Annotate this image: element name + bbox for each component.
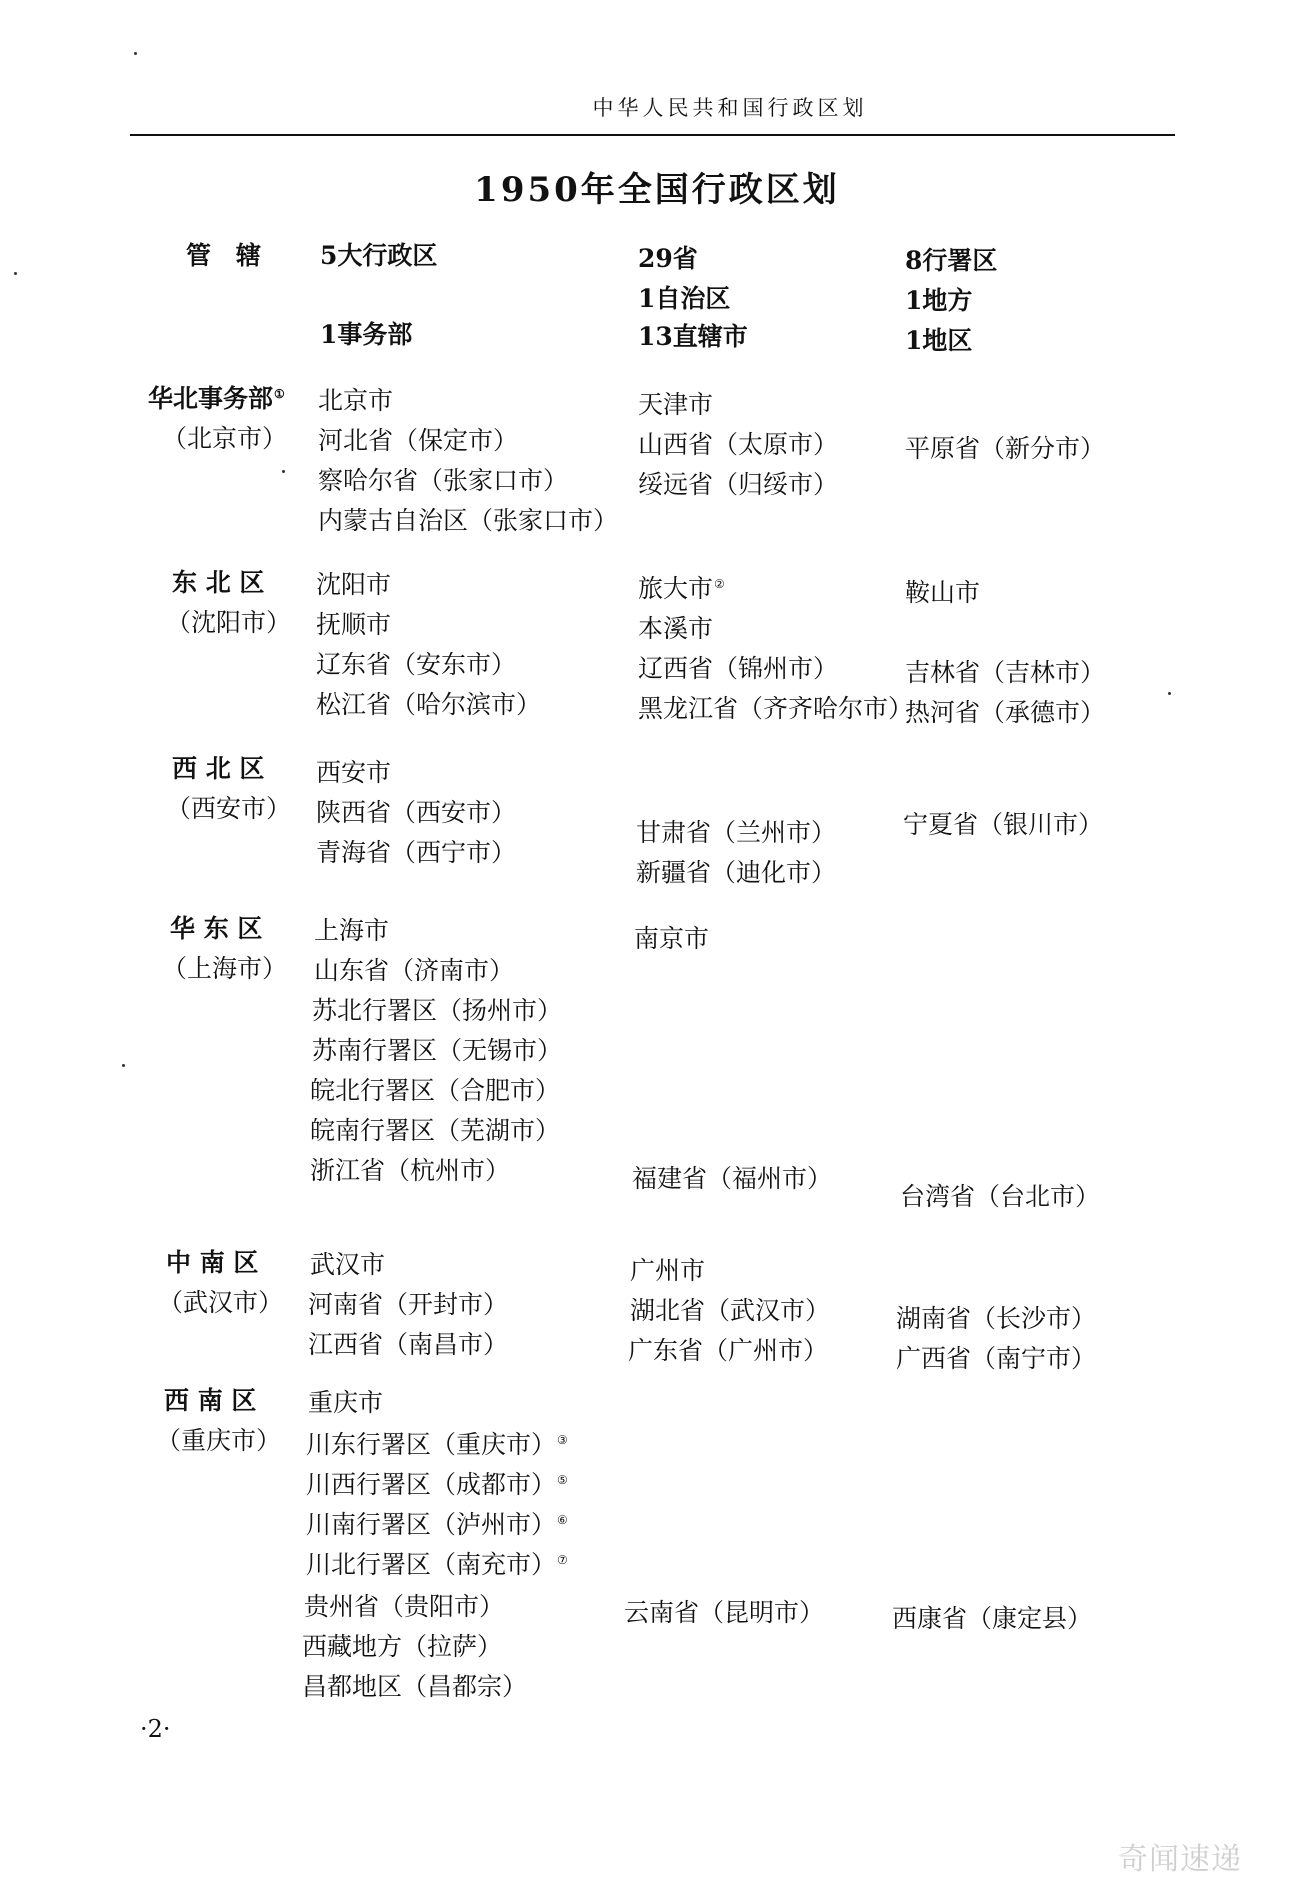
summary-item: 1地区 — [905, 326, 973, 355]
division-entry: 川东行署区（重庆市）③ — [306, 1430, 568, 1459]
division-entry: 河南省（开封市） — [308, 1290, 509, 1319]
region-seat: （沈阳市） — [166, 608, 292, 637]
division-entry: 热河省（承德市） — [905, 698, 1106, 727]
region-seat: （上海市） — [162, 954, 288, 983]
division-entry: 西藏地方（拉萨） — [302, 1632, 503, 1661]
division-entry: 皖南行署区（芜湖市） — [310, 1116, 561, 1145]
division-entry: 江西省（南昌市） — [308, 1330, 509, 1359]
division-entry: 黑龙江省（齐齐哈尔市） — [638, 694, 914, 723]
division-entry: 云南省（昆明市） — [624, 1598, 825, 1627]
summary-item: 5大行政区 — [320, 241, 438, 270]
division-entry: 台湾省（台北市） — [900, 1182, 1101, 1211]
division-entry: 陕西省（西安市） — [316, 798, 517, 827]
region-name: 中 南 区 — [166, 1248, 259, 1277]
scan-speck — [14, 272, 17, 275]
region-seat: （重庆市） — [156, 1426, 282, 1455]
division-entry: 沈阳市 — [316, 570, 392, 599]
division-entry: 皖北行署区（合肥市） — [310, 1076, 561, 1105]
division-entry: 贵州省（贵阳市） — [304, 1592, 505, 1621]
division-entry: 苏南行署区（无锡市） — [312, 1036, 563, 1065]
running-header: 中华人民共和国行政区划 — [592, 96, 868, 120]
region-seat: （西安市） — [166, 794, 292, 823]
division-entry: 辽东省（安东市） — [316, 650, 517, 679]
division-entry: 松江省（哈尔滨市） — [316, 690, 542, 719]
summary-item: 13直辖市 — [638, 322, 748, 351]
division-entry: 新疆省（迪化市） — [636, 858, 837, 887]
division-entry: 北京市 — [318, 386, 394, 415]
division-entry: 河北省（保定市） — [318, 426, 519, 455]
summary-item: 1自治区 — [638, 284, 731, 313]
scan-speck — [122, 1064, 125, 1067]
summary-item: 1事务部 — [320, 320, 413, 349]
division-entry: 吉林省（吉林市） — [905, 658, 1106, 687]
division-entry: 苏北行署区（扬州市） — [312, 996, 563, 1025]
division-entry: 绥远省（归绥市） — [638, 470, 839, 499]
region-name: 西 南 区 — [164, 1386, 257, 1415]
division-entry: 广西省（南宁市） — [896, 1344, 1097, 1373]
division-entry: 青海省（西宁市） — [316, 838, 517, 867]
region-name: 华 东 区 — [170, 914, 263, 943]
division-entry: 山西省（太原市） — [638, 430, 839, 459]
division-entry: 武汉市 — [310, 1250, 386, 1279]
division-entry: 川南行署区（泸州市）⑥ — [306, 1510, 568, 1539]
division-entry: 湖南省（长沙市） — [896, 1304, 1097, 1333]
division-entry: 辽西省（锦州市） — [638, 654, 839, 683]
division-entry: 察哈尔省（张家口市） — [318, 466, 569, 495]
division-entry: 西康省（康定县） — [892, 1604, 1093, 1633]
scan-speck — [134, 52, 137, 55]
division-entry: 旅大市② — [638, 574, 725, 603]
watermark: 奇闻速递 — [1118, 1842, 1242, 1877]
header-rule — [130, 134, 1175, 136]
page-title: 1950年全国行政区划 — [474, 170, 840, 210]
division-entry: 内蒙古自治区（张家口市） — [318, 506, 619, 535]
division-entry: 天津市 — [638, 390, 714, 419]
division-entry: 广东省（广州市） — [628, 1336, 829, 1365]
region-seat: （北京市） — [162, 424, 288, 453]
division-entry: 福建省（福州市） — [632, 1164, 833, 1193]
division-entry: 南京市 — [634, 924, 710, 953]
page-number: ·2· — [140, 1715, 171, 1743]
division-entry: 西安市 — [316, 758, 392, 787]
region-name: 西 北 区 — [172, 754, 265, 783]
division-entry: 甘肃省（兰州市） — [636, 818, 837, 847]
summary-item: 29省 — [638, 244, 698, 273]
division-entry: 昌都地区（昌都宗） — [302, 1672, 528, 1701]
scan-speck — [282, 470, 285, 473]
division-entry: 重庆市 — [308, 1388, 384, 1417]
division-entry: 宁夏省（银川市） — [903, 810, 1104, 839]
division-entry: 浙江省（杭州市） — [310, 1156, 511, 1185]
summary-item: 1地方 — [905, 286, 973, 315]
summary-label: 管 辖 — [186, 241, 262, 270]
division-entry: 鞍山市 — [905, 578, 981, 607]
region-seat: （武汉市） — [158, 1288, 284, 1317]
summary-item: 8行署区 — [905, 246, 998, 275]
division-entry: 山东省（济南市） — [314, 956, 515, 985]
division-entry: 川北行署区（南充市）⑦ — [306, 1550, 568, 1579]
region-name: 华北事务部① — [148, 384, 285, 413]
division-entry: 广州市 — [630, 1256, 706, 1285]
division-entry: 平原省（新分市） — [905, 434, 1106, 463]
division-entry: 本溪市 — [638, 614, 714, 643]
division-entry: 上海市 — [314, 916, 390, 945]
division-entry: 抚顺市 — [316, 610, 392, 639]
scan-speck — [1168, 692, 1171, 695]
division-entry: 川西行署区（成都市）⑤ — [306, 1470, 568, 1499]
division-entry: 湖北省（武汉市） — [630, 1296, 831, 1325]
region-name: 东 北 区 — [172, 568, 265, 597]
